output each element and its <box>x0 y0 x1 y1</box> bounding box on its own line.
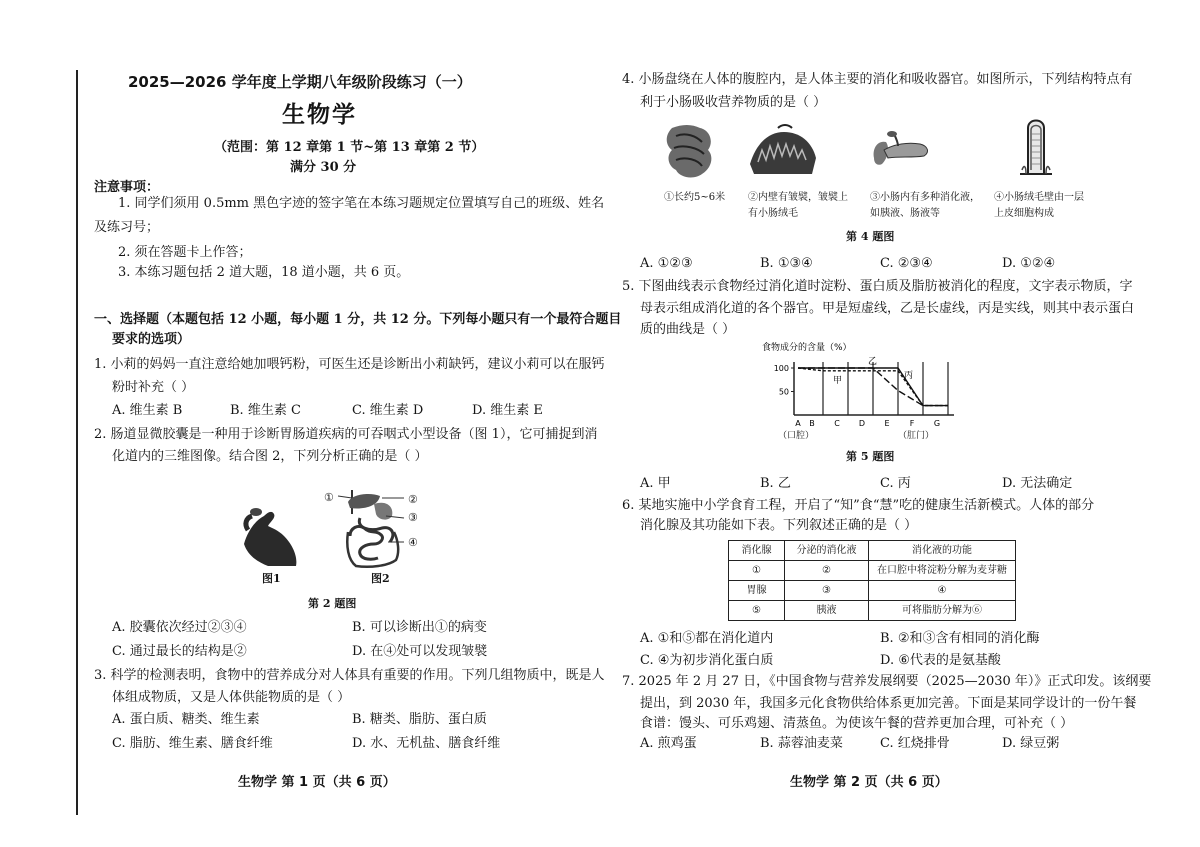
exam-title: 2025—2026 学年度上学期八年级阶段练习（一） <box>128 73 472 91</box>
note-2: 2. 须在答题卡上作答； <box>118 245 252 260</box>
q4-label-1: ①长约5~6米 <box>664 192 726 203</box>
q4-label-2: ②内壁有皱襞，皱襞上 <box>748 192 848 203</box>
chart-y-tick-label: 100 <box>773 364 789 373</box>
chart-series-label: 乙 <box>868 357 878 367</box>
q4-stem-cont: 利于小肠吸收营养物质的是（ ） <box>640 95 827 110</box>
chart-x-tick-label: E <box>884 419 890 428</box>
q6-option-b[interactable]: B. ②和③含有相同的消化酶 <box>880 631 1040 646</box>
intestinal-villus-illustration <box>1018 114 1054 178</box>
q1-option-c[interactable]: C. 维生素 D <box>352 403 424 418</box>
q5-option-a[interactable]: A. 甲 <box>640 476 671 491</box>
q2-option-a[interactable]: A. 胶囊依次经过②③④ <box>112 620 247 635</box>
q2-option-c[interactable]: C. 通过最长的结构是② <box>112 644 247 659</box>
q6-option-c[interactable]: C. ④为初步消化蛋白质 <box>640 653 774 668</box>
q4-label-4-cont: 上皮细胞构成 <box>994 208 1054 219</box>
small-intestine-coiled-illustration <box>662 122 716 182</box>
q1-option-a[interactable]: A. 维生素 B <box>112 403 183 418</box>
q5-stem: 5. 下图曲线表示食物经过消化道时淀粉、蛋白质及脂肪被消化的程度，文字表示物质，字 <box>622 279 1133 294</box>
fig2-label-3: ③ <box>408 511 418 524</box>
table-cell: ③ <box>785 581 869 601</box>
table-cell: 胰液 <box>785 601 869 621</box>
q6-stem-cont: 消化腺及其功能如下表。下列叙述正确的是（ ） <box>640 518 918 533</box>
q5-option-c[interactable]: C. 丙 <box>880 476 911 491</box>
chart-x-tick-label: B <box>809 419 815 428</box>
q4-stem: 4. 小肠盘绕在人体的腹腔内，是人体主要的消化和吸收器官。如图所示，下列结构特点有 <box>622 72 1133 87</box>
table-cell: 胃腺 <box>729 581 785 601</box>
q5-stem-cont2: 质的曲线是（ ） <box>640 322 736 337</box>
chart-series-label: 丙 <box>904 371 914 381</box>
q4-label-3-cont: 如胰液、肠液等 <box>870 208 940 219</box>
fig1-caption: 图1 <box>262 572 281 585</box>
table-header: 分泌的消化液 <box>785 541 869 561</box>
table-cell: 可将脂肪分解为⑥ <box>869 601 1016 621</box>
q1-stem-cont: 粉时补充（ ） <box>112 380 195 395</box>
hand-capsule-illustration <box>238 500 300 568</box>
note-1: 1. 同学们须用 0.5mm 黑色字迹的签字笔在本练习题规定位置填写自己的班级、姓名 <box>118 196 605 211</box>
intestinal-folds-illustration <box>748 124 818 178</box>
q4-option-a[interactable]: A. ①②③ <box>640 256 693 271</box>
q3-stem: 3. 科学的检测表明，食物中的营养成分对人体具有重要的作用。下列几组物质中，既是人 <box>94 668 605 683</box>
table-row <box>729 581 1016 601</box>
table-cell: 在口腔中将淀粉分解为麦芽糖 <box>869 561 1016 581</box>
fig2-label-4: ④ <box>408 536 418 549</box>
table-cell: ② <box>785 561 869 581</box>
q3-option-c[interactable]: C. 脂肪、维生素、膳食纤维 <box>112 736 273 751</box>
q6-stem: 6. 某地实施中小学食育工程，开启了“知”食“慧”吃的健康生活新模式。人体的部分 <box>622 498 1095 513</box>
q7-stem-cont: 提出，到 2030 年，我国多元化食物供给体系更加完善。下面是某同学设计的一份午餐 <box>640 696 1137 711</box>
fig2-label-2: ② <box>408 493 418 506</box>
q2-stem-cont: 化道内的三维图像。结合图 2，下列分析正确的是（ ） <box>112 449 428 464</box>
q4-option-d[interactable]: D. ①②④ <box>1002 256 1056 271</box>
q3-stem-cont: 体组成物质，又是人体供能物质的是（ ） <box>112 690 351 705</box>
digestive-gland-table <box>728 540 1016 621</box>
q2-figure-caption: 第 2 题图 <box>308 597 357 610</box>
subject-title: 生物学 <box>282 102 357 128</box>
q4-label-4: ④小肠绒毛壁由一层 <box>994 192 1084 203</box>
fig2-caption: 图2 <box>371 572 390 585</box>
table-cell: ④ <box>869 581 1016 601</box>
note-1-cont: 及练习号； <box>94 220 160 235</box>
table-cell: ① <box>729 561 785 581</box>
notes-heading: 注意事项： <box>94 180 160 195</box>
q1-option-d[interactable]: D. 维生素 E <box>472 403 543 418</box>
q2-option-d[interactable]: D. 在④处可以发现皱襞 <box>352 644 488 659</box>
q5-option-d[interactable]: D. 无法确定 <box>1002 476 1073 491</box>
q5-figure-caption: 第 5 题图 <box>846 450 895 463</box>
q4-figure-caption: 第 4 题图 <box>846 230 895 243</box>
chart-x-tick-label: A <box>795 419 801 428</box>
chart-y-tick-label: 50 <box>778 387 789 397</box>
table-row <box>729 601 1016 621</box>
q7-option-d[interactable]: D. 绿豆粥 <box>1002 736 1060 751</box>
q7-option-a[interactable]: A. 煎鸡蛋 <box>640 736 697 751</box>
q7-option-b[interactable]: B. 蒜蓉油麦菜 <box>760 736 843 751</box>
chart-x-tick-label: F <box>909 419 915 428</box>
table-row <box>729 561 1016 581</box>
q5-stem-cont: 母表示组成消化道的各个器官。甲是短虚线，乙是长虚线，丙是实线，则其中表示蛋白 <box>640 301 1135 316</box>
section1-heading-cont: 要求的选项） <box>112 332 191 347</box>
q4-label-2-cont: 有小肠绒毛 <box>748 208 798 219</box>
table-header: 消化腺 <box>729 541 785 561</box>
q3-option-a[interactable]: A. 蛋白质、糖类、维生素 <box>112 712 260 727</box>
fig2-label-1: ① <box>324 491 334 504</box>
pancreas-duodenum-illustration <box>868 128 932 172</box>
scope-text: （范围：第 12 章第 1 节~第 13 章第 2 节） <box>214 140 485 155</box>
page2-footer: 生物学 第 2 页（共 6 页） <box>790 775 948 790</box>
q3-option-b[interactable]: B. 糖类、脂肪、蛋白质 <box>352 712 487 727</box>
q5-option-b[interactable]: B. 乙 <box>760 476 791 491</box>
section1-heading: 一、选择题（本题包括 12 小题，每小题 1 分，共 12 分。下列每小题只有一个最符合题目 <box>94 312 622 327</box>
q4-option-b[interactable]: B. ①③④ <box>760 256 813 271</box>
q2-option-b[interactable]: B. 可以诊断出①的病变 <box>352 620 487 635</box>
chart-mouth-label: （口腔） <box>778 431 815 441</box>
chart-x-tick-label: G <box>933 419 941 428</box>
table-cell: ⑤ <box>729 601 785 621</box>
q1-option-b[interactable]: B. 维生素 C <box>230 403 301 418</box>
q6-option-a[interactable]: A. ①和⑤都在消化道内 <box>640 631 774 646</box>
table-header-row <box>729 541 1016 561</box>
q2-stem: 2. 肠道显微胶囊是一种用于诊断胃肠道疾病的可吞咽式小型设备（图 1），它可捕捉到消 <box>94 427 598 442</box>
q3-option-d[interactable]: D. 水、无机盐、膳食纤维 <box>352 736 501 751</box>
q4-option-c[interactable]: C. ②③④ <box>880 256 933 271</box>
digestion-curve-chart <box>760 338 960 442</box>
chart-x-tick-label: C <box>834 419 840 428</box>
note-3: 3. 本练习题包括 2 道大题，18 道小题，共 6 页。 <box>118 265 410 280</box>
chart-series-label: 甲 <box>833 375 843 386</box>
q1-stem: 1. 小莉的妈妈一直注意给她加喂钙粉，可医生还是诊断出小莉缺钙，建议小莉可以在服钙 <box>94 357 605 372</box>
page1-footer: 生物学 第 1 页（共 6 页） <box>238 775 396 790</box>
q6-option-d[interactable]: D. ⑥代表的是氨基酸 <box>880 653 1001 668</box>
chart-x-tick-label: D <box>858 419 866 428</box>
table-header: 消化液的功能 <box>869 541 1016 561</box>
chart-title: 食物成分的含量（%） <box>762 343 852 353</box>
q4-label-3: ③小肠内有多种消化液， <box>870 192 980 203</box>
q7-stem-cont2: 食谱：馒头、可乐鸡翅、清蒸鱼。为使该午餐的营养更加合理，可补充（ ） <box>640 716 1074 731</box>
chart-anus-label: （肛门） <box>898 431 935 441</box>
full-score: 满分 30 分 <box>290 160 357 175</box>
q7-stem: 7. 2025 年 2 月 27 日，《中国食物与营养发展纲要（2025—2030 年）》正式印发。该纲要 <box>622 674 1152 689</box>
q7-option-c[interactable]: C. 红烧排骨 <box>880 736 950 751</box>
